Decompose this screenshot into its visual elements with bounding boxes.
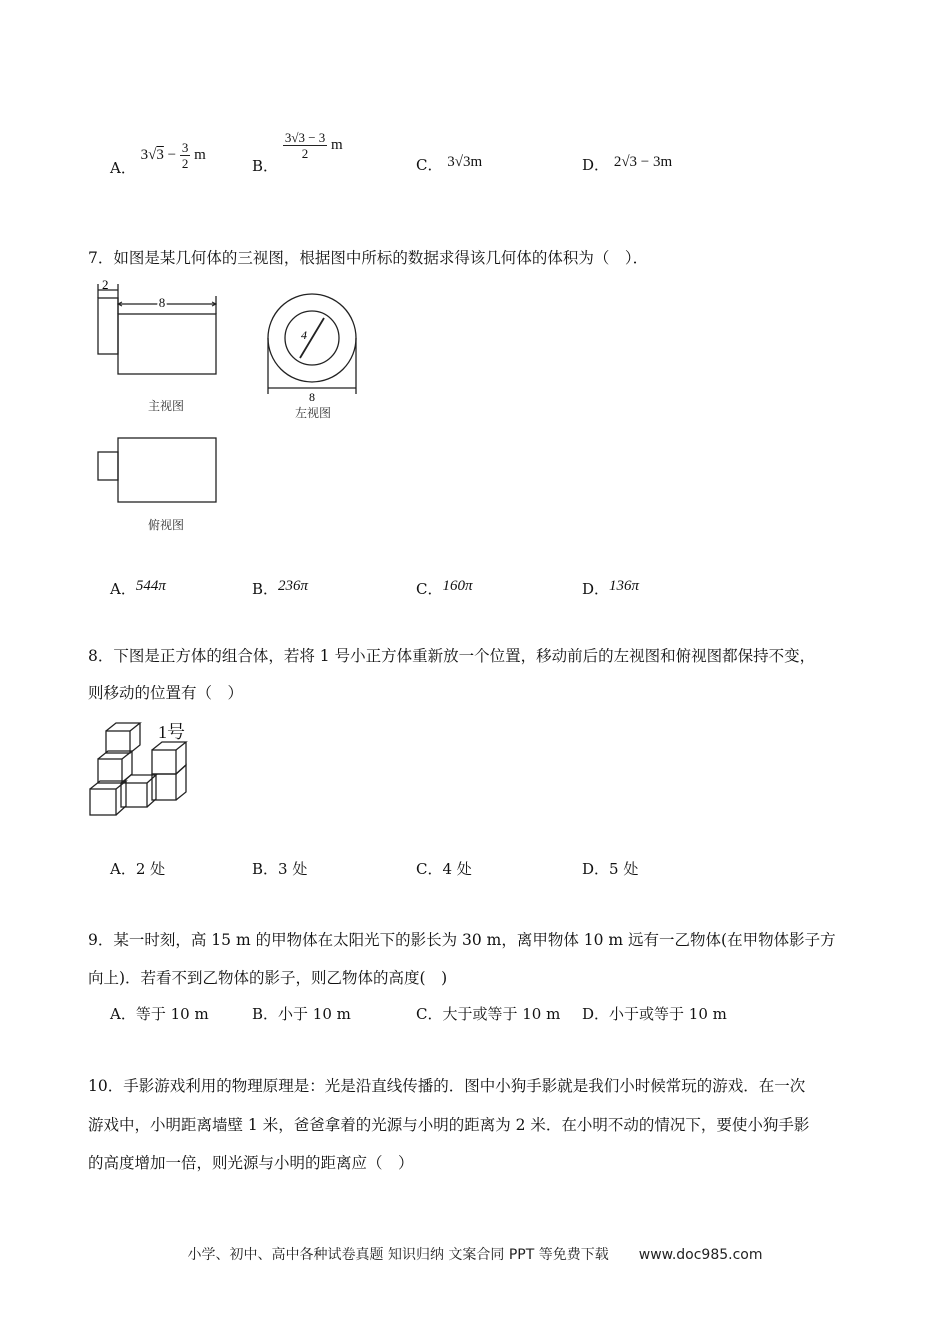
q9-option-c <box>416 1003 560 1024</box>
option-value: 3 处 <box>278 860 308 878</box>
option-value: 236π <box>278 578 309 594</box>
front-view <box>98 284 216 374</box>
option-label: D． <box>582 1005 610 1023</box>
expr-rad: 3 <box>156 146 164 163</box>
option-value: 544π <box>135 578 166 594</box>
q6-option-b <box>252 130 343 175</box>
option-label: C． <box>416 1005 443 1023</box>
q6-option-d <box>582 150 673 174</box>
unit: m <box>194 146 206 163</box>
option-d-expression: 2√3 − 3m <box>613 154 673 170</box>
q9-text-line1: 9．某一时刻，高 15 m 的甲物体在太阳光下的影长为 30 m，离甲物体 10 m 远有一乙物体(在甲物体影子方 <box>88 931 836 949</box>
left-view <box>268 294 356 394</box>
option-label: D． <box>582 580 610 598</box>
top-view <box>98 438 216 502</box>
front-view-label: 主视图 <box>148 399 185 413</box>
option-c-expression: 3√3m <box>447 154 483 170</box>
option-label: C． <box>416 156 443 174</box>
q7-option-d <box>582 574 640 598</box>
q7-option-b <box>252 574 309 598</box>
frac-num: 3√3 − 3 <box>284 130 326 145</box>
option-label: C． <box>416 860 443 878</box>
frac-num: 3 <box>181 140 189 155</box>
option-value: 136π <box>609 578 640 594</box>
option-value: 5 处 <box>609 860 639 878</box>
q9-option-d <box>582 1003 727 1024</box>
q9-text-line2: 向上)．若看不到乙物体的影子，则乙物体的高度( ) <box>88 969 448 987</box>
option-label: A． <box>110 860 136 878</box>
q8-option-c <box>416 858 472 879</box>
expr-int: 3 <box>140 146 149 163</box>
q8-cube-figure <box>84 716 204 820</box>
option-label: A． <box>110 1005 136 1023</box>
left-view-label: 左视图 <box>295 406 332 420</box>
q7-option-a <box>110 574 166 598</box>
frac-den: 2 <box>301 146 309 161</box>
q8-option-d <box>582 858 638 879</box>
footer-site-link[interactable]: www.doc985.com <box>638 1247 763 1263</box>
q8-text-line2: 则移动的位置有（ ） <box>88 684 244 702</box>
q8-option-a <box>110 858 165 879</box>
q7-text: 7．如图是某几何体的三视图，根据图中所标的数据求得该几何体的体积为（ ）． <box>88 249 649 267</box>
option-value: 小于或等于 10 m <box>609 1005 727 1023</box>
option-label: B． <box>252 580 279 598</box>
q7-option-c <box>416 574 473 598</box>
option-value: 160π <box>442 578 473 594</box>
q9-option-b <box>252 1003 351 1024</box>
q10-text-line2: 游戏中，小明距离墙壁 1 米，爸爸拿着的光源与小明的距离为 2 米．在小明不动的情况下，要使小狗手影 <box>88 1116 810 1134</box>
q7-three-views-figure <box>84 276 384 536</box>
q8-option-b <box>252 858 307 879</box>
q8-text-line1: 8．下图是正方体的组合体，若将 1 号小正方体重新放一个位置，移动前后的左视图和俯视图都保持不变， <box>88 647 816 665</box>
option-label: B． <box>252 860 279 878</box>
fraction <box>180 140 191 171</box>
q10-text-line3: 的高度增加一倍，则光源与小明的距离应（ ） <box>88 1154 414 1172</box>
dim-4: 4 <box>301 328 307 342</box>
option-value: 等于 10 m <box>135 1005 209 1023</box>
page-footer <box>0 1244 950 1264</box>
option-label: D． <box>582 156 610 174</box>
option-label: A． <box>110 580 136 598</box>
fraction <box>283 130 327 161</box>
option-label: C． <box>416 580 443 598</box>
option-value: 4 处 <box>442 860 472 878</box>
option-value: 大于或等于 10 m <box>442 1005 561 1023</box>
option-value: 2 处 <box>135 860 166 878</box>
dim-2: 2 <box>102 277 109 292</box>
option-value: 小于 10 m <box>278 1005 351 1023</box>
frac-den: 2 <box>181 156 189 171</box>
cube-1-label: 1号 <box>158 722 185 742</box>
q6-option-c <box>416 150 483 174</box>
dim-8-top: 8 <box>158 295 166 310</box>
q10-text-line1: 10．手影游戏利用的物理原理是：光是沿直线传播的．图中小狗手影就是我们小时候常玩的游戏．在一次 <box>88 1077 806 1095</box>
option-a-expression: 3√3 − $\frac{3}{2}$ m <box>140 140 206 171</box>
option-label: B． <box>252 1005 279 1023</box>
dim-8-circle: 8 <box>309 390 315 404</box>
top-view-label: 俯视图 <box>148 518 185 532</box>
q6-option-a <box>110 140 206 177</box>
minus-sign: − <box>167 146 177 163</box>
option-label: B． <box>252 156 279 175</box>
option-label: A． <box>110 158 136 177</box>
footer-text: 小学、初中、高中各种试卷真题 知识归纳 文案合同 PPT 等免费下载 <box>187 1247 609 1263</box>
q9-option-a <box>110 1003 209 1024</box>
unit: m <box>331 136 343 153</box>
option-b-expression <box>283 130 343 161</box>
option-label: D． <box>582 860 610 878</box>
